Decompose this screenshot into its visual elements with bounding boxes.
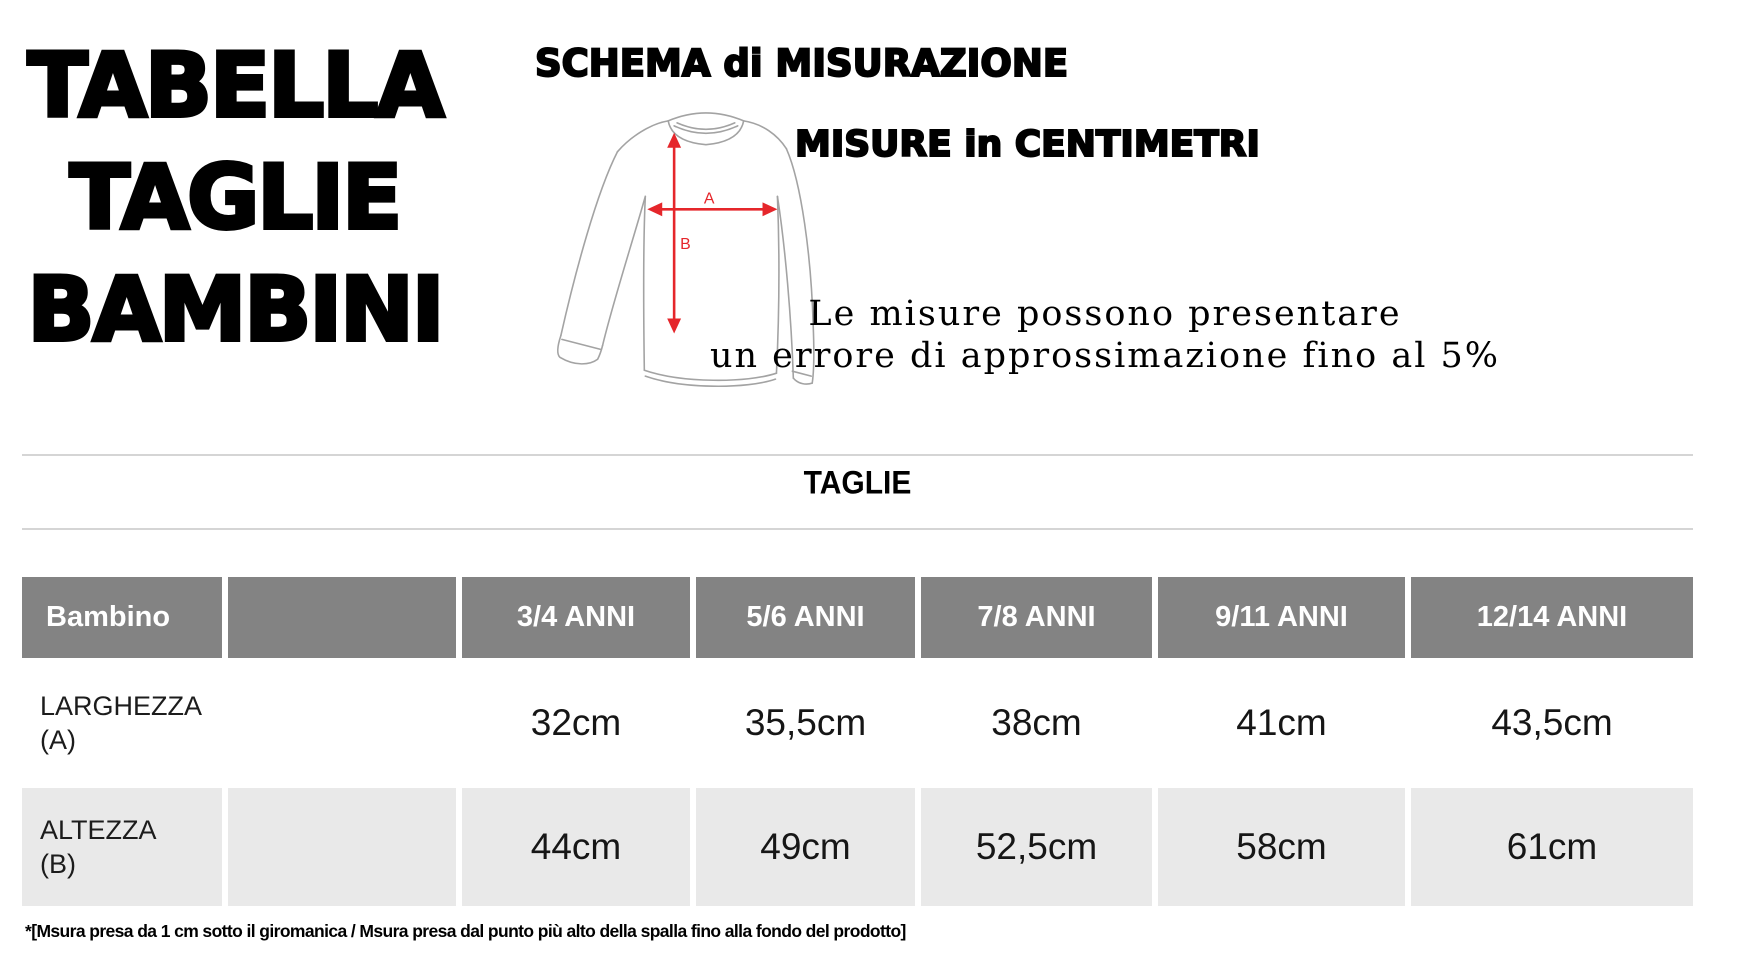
measurement-scheme-title: SCHEMA di MISURAZIONE [535,42,1069,85]
width-measure-label: A [703,190,715,208]
units-title: MISURE in CENTIMETRI [795,124,1260,165]
table-cell-empty [228,788,456,906]
tolerance-line-1: Le misure possono presentare [808,294,1402,334]
row-label-text: LARGHEZZA [40,691,203,721]
header-cell-7-8-anni: 7/8 ANNI [921,577,1152,658]
table-cell-larghezza-9-11: 41cm [1236,702,1327,743]
section-heading-taglie: TAGLIE [803,465,912,502]
page-title-line-1: TABELLA [27,34,443,137]
page-title-line-3: BAMBINI [27,258,443,361]
header-cell-9-11-anni: 9/11 ANNI [1158,577,1405,658]
table-cell-altezza-5-6: 49cm [696,788,915,906]
table-cell-altezza-12-14: 61cm [1411,788,1693,906]
table-cell-empty [228,658,456,788]
table-cell-larghezza-12-14: 43,5cm [1491,702,1613,743]
measurement-footnote: *[Msura presa da 1 cm sotto il giromanica / Msura presa dal punto più alto della spalla fino alla fondo del prodotto] [25,921,906,941]
tolerance-line-2: un errore di approssimazione fino al 5% [709,336,1501,376]
divider-bottom [22,528,1693,530]
page-title-line-2: TAGLIE [69,146,401,249]
header-cell-12-14-anni: 12/14 ANNI [1411,577,1693,658]
header-cell-5-6-anni: 5/6 ANNI [696,577,915,658]
divider-top [22,454,1693,456]
height-arrow-icon [667,133,681,334]
row-label-larghezza [22,658,222,788]
row-label-sub: (B) [40,849,76,879]
table-cell-larghezza-3-4: 32cm [530,702,622,743]
row-label-altezza [22,788,222,906]
row-label-sub: (A) [40,725,76,755]
table-cell-altezza-9-11: 58cm [1158,788,1405,906]
header-cell-empty [228,577,456,658]
header-cell-3-4-anni: 3/4 ANNI [462,577,690,658]
header-cell-bambino: Bambino [22,577,222,658]
table-cell-larghezza-5-6: 35,5cm [744,702,867,743]
table-cell-larghezza-7-8: 38cm [991,702,1082,743]
height-measure-label: B [680,236,691,254]
page-title [10,30,460,366]
table-cell-altezza-7-8: 52,5cm [921,788,1152,906]
row-label-text: ALTEZZA [40,815,157,845]
size-table [22,577,1693,906]
tolerance-note [690,293,1520,377]
table-cell-altezza-3-4: 44cm [462,788,690,906]
